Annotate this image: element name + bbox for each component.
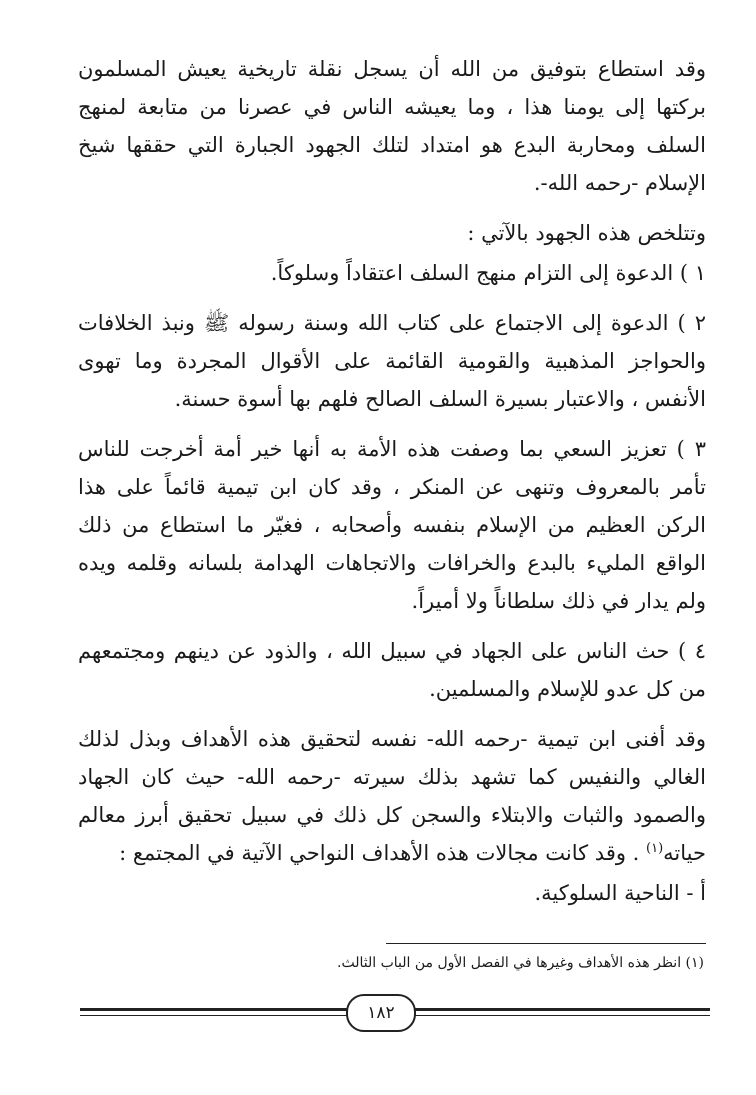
footnote-reference[interactable]: (١) — [646, 841, 664, 856]
list-item-1: ١ ) الدعوة إلى التزام منهج السلف اعتقاداً وسلوكاً. — [270, 261, 706, 285]
body-text — [78, 50, 706, 924]
footnote-text: (١) انظر هذه الأهداف وغيرها في الفصل الأول من الباب الثالث. — [337, 955, 704, 971]
closing-text-continued: . وقد كانت مجالات هذه الأهداف النواحي الآتية في المجتمع : — [119, 841, 647, 865]
section-subheading: أ - الناحية السلوكية. — [534, 881, 706, 905]
page-number: ١٨٢ — [346, 994, 416, 1032]
footnote-divider — [386, 943, 706, 944]
list-item-3: ٣ ) تعزيز السعي بما وصفت هذه الأمة به أنها خير أمة أخرجت للناس تأمر بالمعروف وتنهى عن المنكر ، وقد كان ابن تيمية قائماً على هذا الركن العظيم من الإسلام بنفسه وأصحابه ، فغيّر ما استطاع من ذلك الواقع المليء بالبدع والخرافات والاتجاهات الهدامة بلسانه وقلمه ويده ولم يدار في ذلك سلطاناً ولا أميراً. — [78, 437, 706, 613]
closing-text: وقد أفنى ابن تيمية -رحمه الله- نفسه لتحقيق هذه الأهداف وبذل لذلك الغالي والنفيس كما تشهد بذلك سيرته -رحمه الله- حيث كان الجهاد والصمود والثبات والابتلاء والسجن كل ذلك في سبيل تحقيق أبرز معالم حياته — [78, 727, 706, 865]
list-item-4: ٤ ) حث الناس على الجهاد في سبيل الله ، والذود عن دينهم ومجتمعهم من كل عدو للإسلام والمسلمين. — [78, 639, 706, 701]
closing-paragraph — [78, 720, 706, 872]
intro-paragraph: وقد استطاع بتوفيق من الله أن يسجل نقلة تاريخية يعيش المسلمون بركتها إلى يومنا هذا ، وما يعيشه الناس في عصرنا من متابعة لمنهج السلف ومحاربة البدع هو امتداد لتلك الجهود الجبارة التي حققها شيخ الإسلام -رحمه الله-. — [78, 57, 706, 195]
list-item-2: ٢ ) الدعوة إلى الاجتماع على كتاب الله وسنة رسوله ﷺ ونبذ الخلافات والحواجز المذهبية والقومية القائمة على الأقوال المجردة وما تهوى الأنفس ، والاعتبار بسيرة السلف الصالح فلهم بها أسوة حسنة. — [78, 311, 706, 411]
summary-heading: وتتلخص هذه الجهود بالآتي : — [467, 221, 706, 245]
